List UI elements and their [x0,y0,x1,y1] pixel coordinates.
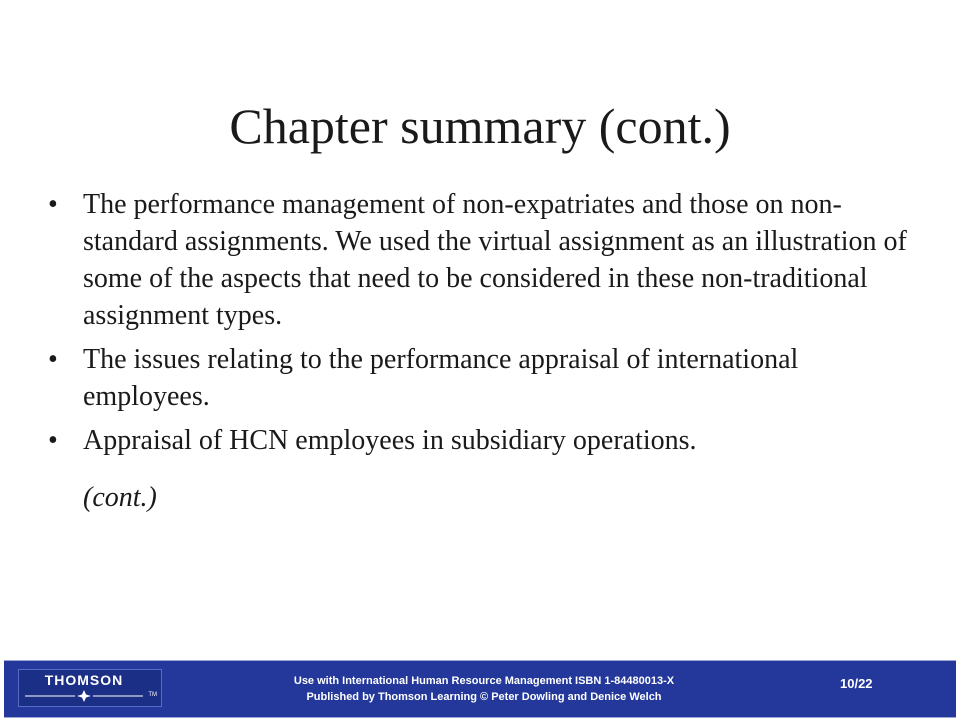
trademark-mark: TM [148,692,157,698]
continuation-note: (cont.) [83,482,157,513]
thomson-logo [18,669,162,707]
bullet-item [48,341,908,415]
bullet-text: Appraisal of HCN employees in subsidiary operations. [83,425,697,456]
footer-line-1: Use with International Human Resource Management ISBN 1-84480013-X [293,675,675,687]
bullet-icon: • [48,425,58,456]
bullet-text: The issues relating to the performance appraisal of international employees. [83,344,799,412]
bullet-icon: • [48,344,58,375]
page-number: 10/22 [840,676,873,691]
bullet-text: The performance management of non-expatriates and those on non-standard assignments. We used the virtual assignment as an illustration of some of the aspects that need to be considered in these non-traditional assignment types. [83,189,907,331]
footer [0,660,960,720]
bullet-list [48,186,908,466]
logo-wordmark: THOMSON [44,672,124,688]
star-icon [19,690,149,702]
bullet-icon: • [48,189,58,220]
footer-bar [4,660,956,718]
bullet-item [48,422,908,459]
footer-credits [204,673,764,705]
bullet-item [48,186,908,334]
slide-title: Chapter summary (cont.) [229,98,731,154]
footer-line-2: Published by Thomson Learning © Peter Dowling and Denice Welch [306,691,662,703]
